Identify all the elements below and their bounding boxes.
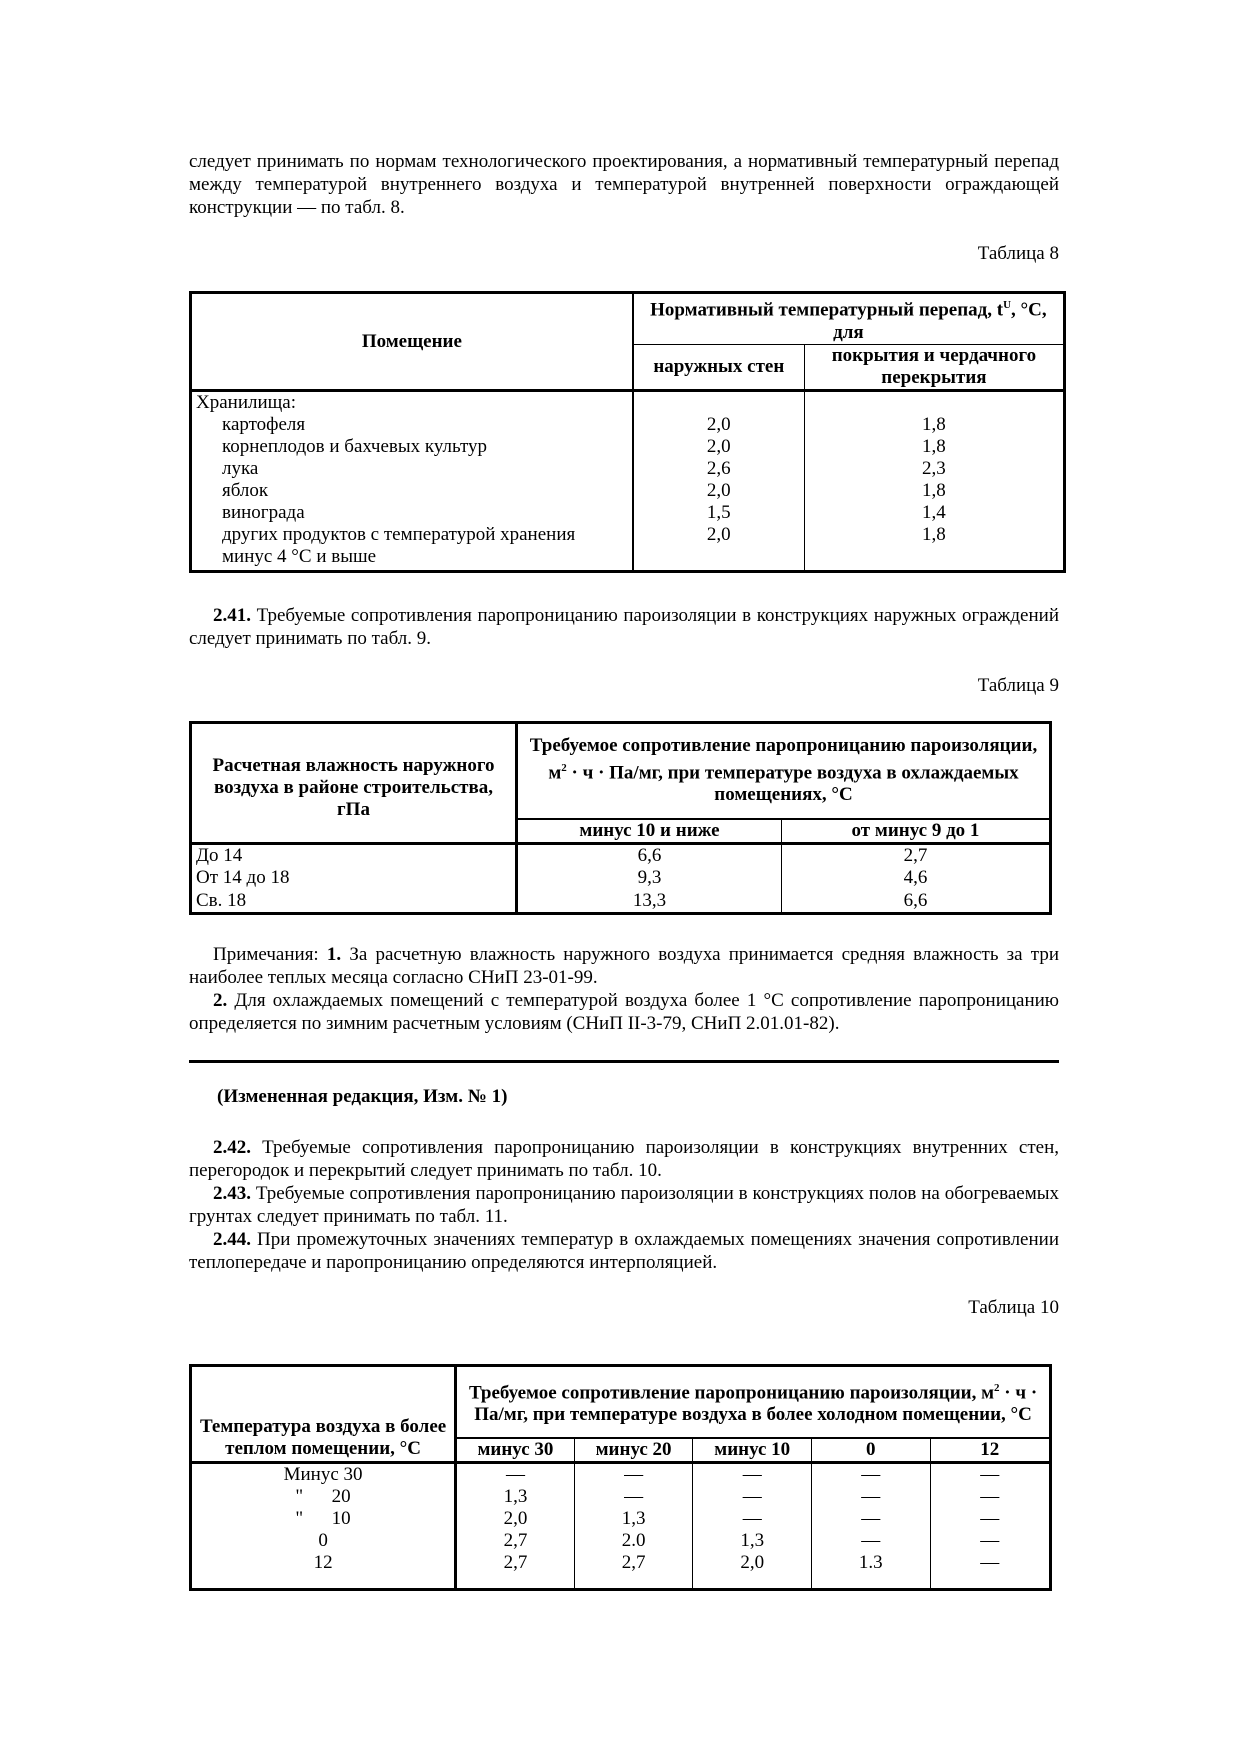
table9-cell: 13,3 — [517, 890, 782, 914]
paragraph-2-42: 2.42. Требуемые сопротивления паропроницанию пароизоляции в конструкциях внутренних стен, перегородок и перекрытий следует принимать по табл. 10. — [189, 1137, 1059, 1181]
table10-cell: 1,3 — [503, 1486, 528, 1507]
table10-header-temp: Температура воздуха в более теплом помещении, °С — [191, 1366, 456, 1463]
table10-cell: — — [861, 1486, 881, 1507]
table9-cell: 6,6 — [517, 843, 782, 867]
table10-cell: — — [742, 1486, 762, 1507]
table10-cell: 1,3 — [621, 1508, 646, 1529]
table8-row-name: винограда — [222, 502, 305, 523]
table10-caption: Таблица 10 — [968, 1297, 1059, 1318]
table10-body-col — [456, 1463, 575, 1590]
table10-cell: — — [861, 1530, 881, 1551]
table8-cell: 1,8 — [922, 480, 946, 501]
table9-header-col1: минус 10 и ниже — [517, 819, 782, 844]
table10-cell: 2,0 — [503, 1508, 528, 1529]
table10-row-name: " 20 — [295, 1486, 351, 1507]
table10-header-col: 12 — [930, 1438, 1050, 1463]
table10-header-main: Требуемое сопротивление паропроницанию пароизоляции, $м^2 \cdot ч \cdot Па/мг$, при температуре воздуха в более холодном помещении, °С — [456, 1366, 1051, 1438]
table10-cell: — — [505, 1464, 525, 1485]
table8-cell: 1,8 — [922, 524, 946, 545]
table8-body-roof — [804, 391, 1064, 572]
table10-cell: — — [742, 1508, 762, 1529]
table10-cell: — — [861, 1464, 881, 1485]
paragraph-2-43: 2.43. Требуемые сопротивления паропроницанию пароизоляции в конструкциях полов на обогреваемых грунтах следует принимать по табл. 11. — [189, 1183, 1059, 1227]
divider — [189, 1060, 1059, 1063]
table10 — [189, 1364, 1052, 1591]
table10-cell: 2,0 — [740, 1552, 765, 1573]
table8-cell: 2,0 — [706, 414, 731, 435]
table9-cell: 4,6 — [903, 867, 928, 888]
table10-cell: — — [980, 1530, 1000, 1551]
table8-body-walls — [633, 391, 805, 572]
table10-cell: — — [624, 1464, 644, 1485]
table8-cell: 2,3 — [922, 458, 946, 479]
table8-cell: 1,5 — [706, 502, 731, 523]
table10-cell: 2.0 — [621, 1530, 646, 1551]
table10-cell: — — [624, 1486, 644, 1507]
table10-cell: — — [980, 1508, 1000, 1529]
table10-cell: — — [861, 1508, 881, 1529]
paragraph-text: Требуемые сопротивления паропроницанию пароизоляции в конструкциях наружных ограждений следует принимать по табл. 9. — [189, 605, 1059, 649]
note-1: Примечания: 1. За расчетную влажность наружного воздуха принимается средняя влажность за три наиболее теплых месяца согласно СНиП 23-01-99. — [189, 944, 1059, 988]
table8-cell: 2,0 — [706, 480, 731, 501]
table10-cell: 2,7 — [503, 1552, 528, 1573]
table9-row-name: От 14 до 18 — [191, 867, 517, 890]
table8-header-room: Помещение — [191, 293, 633, 391]
table8-caption: Таблица 8 — [977, 243, 1059, 264]
table8-row-name: лука — [222, 458, 259, 479]
intro-paragraph: следует принимать по нормам технологического проектирования, а нормативный температурный перепад между температурой внутреннего воздуха и температурой внутренней поверхности ограждающей конструкции — по табл. 8. — [189, 151, 1059, 218]
table8-cell: 2,6 — [706, 458, 731, 479]
table9-cell: 9,3 — [517, 867, 782, 890]
table10-body-col — [930, 1463, 1050, 1590]
table8-row-name: корнеплодов и бахчевых культур — [222, 436, 488, 457]
table8-header-roof: покрытия и чердачного перекрытия — [804, 345, 1064, 391]
table10-cell: 1.3 — [858, 1552, 883, 1573]
table8-cell: 1,8 — [922, 414, 946, 435]
paragraph-2-41 — [189, 604, 1059, 650]
table10-header-col: минус 30 — [456, 1438, 575, 1463]
edition-note: (Измененная редакция, Изм. № 1) — [217, 1086, 508, 1107]
table10-cell: 1,3 — [740, 1530, 765, 1551]
table10-cell: — — [980, 1486, 1000, 1507]
table10-row-name: Минус 30 — [283, 1464, 363, 1485]
table8 — [189, 291, 1066, 573]
table10-row-name: 0 — [318, 1530, 328, 1551]
table10-cell: — — [980, 1464, 1000, 1485]
note-2: 2. Для охлаждаемых помещений с температурой воздуха более 1 °С сопротивление паропроницанию определяется по зимним расчетным условиям (СНиП II-3-79, СНиП 2.01.01-82). — [189, 990, 1059, 1034]
table9-header-main: Требуемое сопротивление паропроницанию пароизоляции, $м^2 \cdot ч \cdot Па/мг$, при температуре воздуха в охлаждаемых помещениях, °С — [517, 723, 1051, 819]
table9-caption: Таблица 9 — [977, 675, 1059, 696]
table8-cell: 2,0 — [706, 436, 731, 457]
table10-cell: 2,7 — [621, 1552, 646, 1573]
table9 — [189, 721, 1052, 915]
table10-cell: — — [980, 1552, 1000, 1573]
table8-row-name: яблок — [222, 480, 269, 501]
paragraphs-2-42-2-44 — [189, 1136, 1059, 1274]
table8-body-names — [191, 391, 633, 572]
table10-body-col — [812, 1463, 930, 1590]
table9-header-humidity: Расчетная влажность наружного воздуха в районе строительства, гПа — [191, 723, 517, 844]
table8-header-main: Нормативный температурный перепад, $t^U$, °С, для — [633, 293, 1065, 345]
table10-header-col: 0 — [812, 1438, 930, 1463]
table10-row-name: " 10 — [295, 1508, 351, 1529]
table8-row-name: картофеля — [222, 414, 306, 435]
table10-cell: 2,7 — [503, 1530, 528, 1551]
table10-header-col: минус 10 — [693, 1438, 812, 1463]
paragraph-2-44: 2.44. При промежуточных значениях температур в охлаждаемых помещениях значения сопротивлении теплопередаче и паропроницанию определяются интерполяцией. — [189, 1229, 1059, 1273]
table9-row-name: До 14 — [191, 843, 517, 867]
table8-cell: 2,0 — [706, 524, 731, 545]
table10-body-names — [191, 1463, 456, 1590]
table10-cell: — — [742, 1464, 762, 1485]
table10-header-col: минус 20 — [574, 1438, 693, 1463]
table9-cell: 6,6 — [903, 889, 928, 911]
table8-cell: 1,8 — [922, 436, 946, 457]
table8-row-name: других продуктов с температурой хранения минус 4 °С и выше — [222, 524, 576, 567]
table10-body-col — [574, 1463, 693, 1590]
table10-body-col — [693, 1463, 812, 1590]
table9-cell: 2,7 — [903, 844, 928, 866]
notes — [189, 943, 1059, 1035]
paragraph-number: 2.41. — [213, 605, 251, 626]
table8-group-label: Хранилища: — [196, 392, 296, 413]
table9-header-col2: от минус 9 до 1 — [782, 819, 1051, 844]
table10-row-name: 12 — [313, 1552, 333, 1573]
table8-header-walls: наружных стен — [633, 345, 805, 391]
table9-row-name: Св. 18 — [191, 890, 517, 914]
table8-cell: 1,4 — [922, 502, 946, 523]
